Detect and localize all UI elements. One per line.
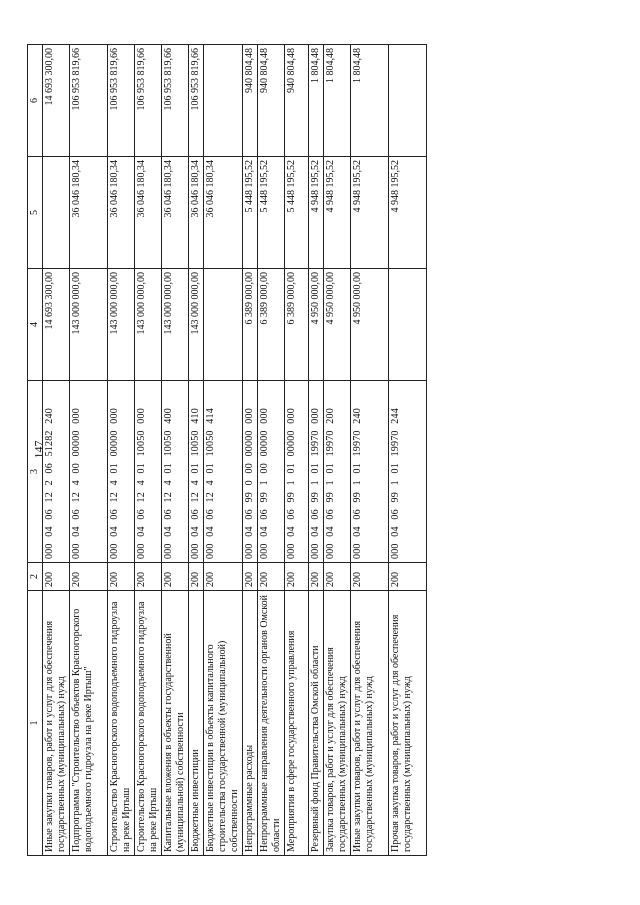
row-ved-cell: 200 [162,563,189,591]
table-row [351,45,389,856]
row-ved-cell: 200 [258,563,285,591]
row-code-cell: 000 04 06 12 4 01 10050 400 [162,381,189,563]
row-col6-cell: 940 804,48 [285,45,309,157]
table-row [108,45,135,856]
row-name-cell: Непрограммные расходы [243,591,258,856]
row-ved-cell: 200 [135,563,162,591]
row-name-cell: Резервный фонд Правительства Омской области [309,591,324,856]
table-row [70,45,108,856]
table-row [324,45,351,856]
row-col5-cell: 36 046 180,34 [135,157,162,269]
header-cell: 6 [28,45,43,157]
row-name-cell: Строительство Красногорского водоподъемного гидроузла на реке Иртыш [135,591,162,856]
row-code-cell: 000 04 06 99 1 01 19970 200 [324,381,351,563]
row-col4-cell: 143 000 000,00 [189,269,204,381]
row-code-cell: 000 04 06 12 4 01 10050 000 [135,381,162,563]
row-ved-cell: 200 [285,563,309,591]
row-name-cell: Закупка товаров, работ и услуг для обеспечения государственных (муниципальных) нужд [324,591,351,856]
row-col6-cell: 1 804,48 [351,45,389,157]
table-row [243,45,258,856]
row-col4-cell [389,269,427,381]
header-cell: 3 [28,381,43,563]
row-col4-cell: 143 000 000,00 [70,269,108,381]
row-col6-cell: 106 953 819,66 [135,45,162,157]
row-col5-cell: 36 046 180,34 [108,157,135,269]
header-cell: 5 [28,157,43,269]
row-col5-cell: 36 046 180,34 [70,157,108,269]
row-col5-cell: 5 448 195,52 [243,157,258,269]
row-code-cell: 000 04 06 99 0 00 00000 000 [243,381,258,563]
row-col6-cell [389,45,427,157]
row-col4-cell: 4 950 000,00 [324,269,351,381]
row-code-cell: 000 04 06 99 1 01 19970 000 [309,381,324,563]
row-name-cell: Непрограммные направления деятельности органов Омской области [258,591,285,856]
row-name-cell: Подпрограмма "Строительство объектов Красногорского водоподъемного гидроузла на реке Иртыш" [70,591,108,856]
row-col6-cell: 106 953 819,66 [162,45,189,157]
row-code-cell: 000 04 06 99 1 01 19970 240 [351,381,389,563]
row-name-cell: Бюджетные инвестиции [189,591,204,856]
row-code-cell: 000 04 06 99 1 01 19970 244 [389,381,427,563]
row-name-cell: Прочая закупка товаров, работ и услуг для обеспечения государственных (муниципальных) нужд [389,591,427,856]
row-col4-cell: 4 950 000,00 [351,269,389,381]
row-col4-cell: 143 000 000,00 [162,269,189,381]
row-col5-cell: 4 948 195,52 [351,157,389,269]
row-ved-cell: 200 [351,563,389,591]
header-cell: 4 [28,269,43,381]
row-col6-cell: 106 953 819,66 [108,45,135,157]
row-col5-cell: 4 948 195,52 [389,157,427,269]
row-ved-cell: 200 [243,563,258,591]
row-ved-cell: 200 [389,563,427,591]
row-col5-cell: 4 948 195,52 [309,157,324,269]
row-ved-cell: 200 [324,563,351,591]
budget-table [27,44,427,856]
row-col5-cell: 36 046 180,34 [204,157,243,269]
table-row [162,45,189,856]
header-row [28,45,43,856]
row-col6-cell: 940 804,48 [243,45,258,157]
row-code-cell: 000 04 06 12 4 01 10050 410 [189,381,204,563]
row-col6-cell: 1 804,48 [324,45,351,157]
row-col6-cell: 106 953 819,66 [70,45,108,157]
row-name-cell: Строительство Красногорского водоподъемного гидроузла на реке Иртыш [108,591,135,856]
row-code-cell: 000 04 06 12 2 06 51282 240 [43,381,70,563]
row-col4-cell: 143 000 000,00 [135,269,162,381]
table-row [204,45,243,856]
row-col5-cell: 5 448 195,52 [258,157,285,269]
row-ved-cell: 200 [309,563,324,591]
rotated-table-wrapper [27,45,568,856]
header-cell: 2 [28,563,43,591]
row-col4-cell: 4 950 000,00 [309,269,324,381]
row-col6-cell: 106 953 819,66 [189,45,204,157]
row-col5-cell: 36 046 180,34 [189,157,204,269]
page-number: 147 [31,440,46,459]
row-col5-cell: 5 448 195,52 [285,157,309,269]
row-ved-cell: 200 [108,563,135,591]
table-row [389,45,427,856]
row-col6-cell [204,45,243,157]
row-col4-cell: 143 000 000,00 [108,269,135,381]
row-col6-cell: 14 693 300,00 [43,45,70,157]
row-ved-cell: 200 [204,563,243,591]
row-name-cell: Иные закупки товаров, работ и услуг для обеспечения государственных (муниципальных) нужд [43,591,70,856]
row-col6-cell: 940 804,48 [258,45,285,157]
row-name-cell: Мероприятия в сфере государственного управления [285,591,309,856]
row-col4-cell: 6 389 000,00 [243,269,258,381]
row-code-cell: 000 04 06 12 4 01 10050 414 [204,381,243,563]
row-code-cell: 000 04 06 12 4 00 00000 000 [70,381,108,563]
table-row [285,45,309,856]
table-row [135,45,162,856]
row-col6-cell: 1 804,48 [309,45,324,157]
row-ved-cell: 200 [43,563,70,591]
table-row [43,45,70,856]
table-row [258,45,285,856]
table-body [43,45,427,856]
row-ved-cell: 200 [189,563,204,591]
row-name-cell: Иные закупки товаров, работ и услуг для обеспечения государственных (муниципальных) нужд [351,591,389,856]
table-row [189,45,204,856]
row-col4-cell: 14 693 300,00 [43,269,70,381]
row-code-cell: 000 04 06 99 1 01 00000 000 [285,381,309,563]
row-col4-cell: 6 389 000,00 [258,269,285,381]
row-ved-cell: 200 [70,563,108,591]
row-col5-cell: 36 046 180,34 [162,157,189,269]
row-col5-cell: 4 948 195,52 [324,157,351,269]
table-row [309,45,324,856]
row-name-cell: Бюджетные инвестиции в объекты капитального строительства государственной (муниципальной) собственности [204,591,243,856]
row-code-cell: 000 04 06 99 1 00 00000 000 [258,381,285,563]
row-code-cell: 000 04 06 12 4 01 00000 000 [108,381,135,563]
row-name-cell: Капитальные вложения в объекты государственной (муниципальной) собственности [162,591,189,856]
row-col4-cell: 6 389 000,00 [285,269,309,381]
row-col4-cell [204,269,243,381]
header-cell: 1 [28,591,43,856]
row-col5-cell [43,157,70,269]
